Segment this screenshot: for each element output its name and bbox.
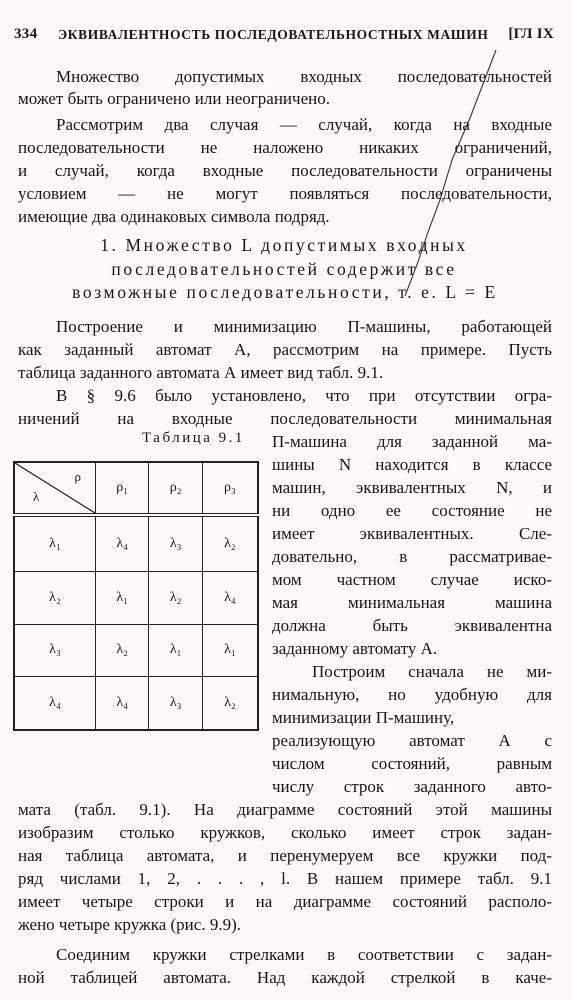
column-header: ρ₂ [149, 462, 202, 515]
text-line: довательно, в рассматривае- [272, 547, 552, 566]
text-line: числом состояний, равным [272, 754, 552, 773]
table-cell: λ₄ [96, 676, 149, 730]
text-line: ной таблицей автомата. Над каждой стрелкой в каче- [18, 968, 552, 987]
text-line: имеющие два одинаковых символа подряд. [18, 207, 330, 226]
text-line: ни одно ее состояние не [272, 501, 552, 520]
text-line: мом частном случае иско- [272, 570, 552, 589]
table-cell: λ₂ [149, 572, 202, 624]
table-cell: λ₂ [14, 572, 96, 624]
table-cell: λ₃ [14, 624, 96, 676]
text-line: жено четыре кружка (рис. 9.9). [18, 915, 241, 934]
text-line: заданному автомату А. [272, 639, 438, 658]
text-line: Построим сначала не ми- [312, 662, 552, 681]
text-line: и случай, когда входные последовательности ограничены [18, 161, 552, 180]
text-line: ничений на входные последовательности минимальная [18, 409, 552, 428]
table-caption: Таблица 9.1 [142, 430, 245, 446]
table-cell: λ₄ [96, 515, 149, 572]
table-cell: λ₃ [149, 515, 202, 572]
text-line: мата (табл. 9.1). На диаграмме состояний этой машины [18, 800, 552, 819]
table-row [14, 676, 258, 730]
text-line: имеет эквивалентных. Сле- [272, 524, 552, 543]
section-heading-line: возможные последовательности, т. е. L = E [72, 282, 498, 302]
text-line: минимизации П-машину, [272, 708, 455, 727]
page-number: 334 [14, 26, 38, 42]
column-header: ρ₃ [202, 462, 258, 515]
text-line: В § 9.6 было установлено, что при отсутствии огра- [56, 386, 552, 405]
text-line: числу строк заданного авто- [272, 777, 552, 796]
table-cell: λ₄ [14, 676, 96, 730]
corner-col-label: ρ [74, 469, 81, 484]
text-line: Множество допустимых входных последовательностей [56, 67, 552, 86]
table-cell: λ₁ [14, 515, 96, 572]
running-header [14, 26, 554, 48]
table-row [14, 572, 258, 624]
table-cell: λ₂ [96, 624, 149, 676]
text-line: Построение и минимизацию П-машины, работающей [56, 317, 552, 336]
text-line: может быть ограничено или неограничено. [18, 89, 330, 108]
table-corner-cell [14, 462, 96, 515]
chapter-label: [ГЛ IX [508, 26, 554, 42]
text-line: мая минимальная машина [272, 593, 552, 612]
text-line: машин, эквивалентных N, и [272, 478, 552, 497]
corner-row-label: λ [33, 489, 40, 504]
column-header: ρ₁ [96, 462, 149, 515]
text-line: таблица заданного автомата А имеет вид табл. 9.1. [18, 363, 384, 382]
text-line: имеет четыре строки и на диаграмме состояний располо- [18, 892, 552, 911]
text-line: условием — не могут появляться последовательности, [18, 184, 552, 203]
section-heading-line: 1. Множество L допустимых входных [100, 235, 468, 255]
text-line: шины N находится в классе [272, 455, 552, 474]
table-cell: λ₁ [149, 624, 202, 676]
text-line: как заданный автомат А, рассмотрим на примере. Пусть [18, 340, 552, 359]
text-line: последовательности не наложено никаких ограничений, [18, 138, 552, 157]
text-line: нимальную, но удобную для [272, 685, 552, 704]
table-row [14, 624, 258, 676]
table-cell: λ₂ [202, 515, 258, 572]
text-line: должна быть эквивалентна [272, 616, 552, 635]
table-cell: λ₁ [202, 624, 258, 676]
text-line: П-машина для заданной ма- [272, 432, 552, 451]
table-cell: λ₄ [202, 572, 258, 624]
running-title: ЭКВИВАЛЕНТНОСТЬ ПОСЛЕДОВАТЕЛЬНОСТНЫХ МАШИН [58, 27, 489, 42]
text-line: реализующую автомат А с [272, 731, 552, 750]
table-cell: λ₃ [149, 676, 202, 730]
table-header-row [14, 462, 258, 515]
text-line: Соединим кружки стрелками в соответствии с задан- [56, 945, 552, 964]
table-row [14, 515, 258, 572]
table-cell: λ₁ [96, 572, 149, 624]
text-line: изобразим столько кружков, сколько имеет строк задан- [18, 823, 552, 842]
text-line: Рассмотрим два случая — случай, когда на входные [56, 115, 552, 134]
automaton-table [13, 461, 259, 731]
text-line: ряд числами 1, 2, . . . , l. В нашем примере табл. 9.1 [18, 869, 552, 888]
table-cell: λ₂ [202, 676, 258, 730]
section-heading-line: последовательностей содержит все [111, 259, 457, 279]
text-line: ная таблица автомата, и перенумеруем все кружки под- [18, 846, 552, 865]
